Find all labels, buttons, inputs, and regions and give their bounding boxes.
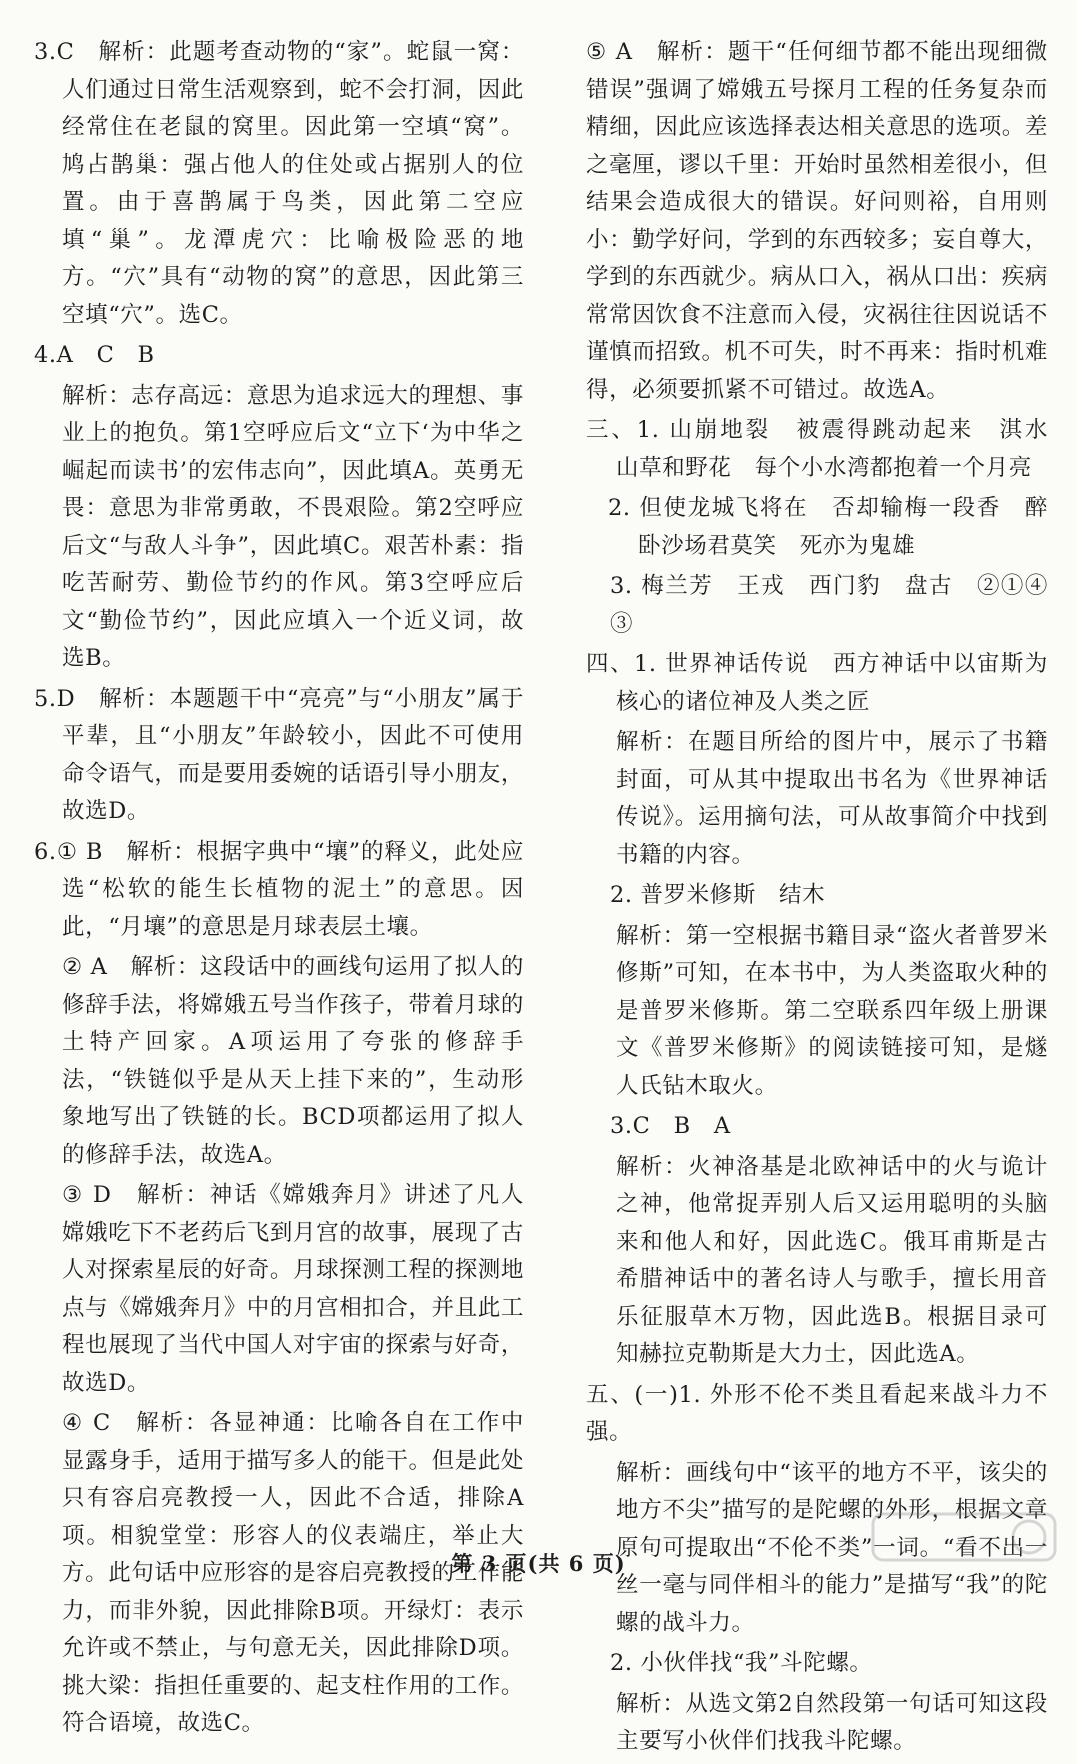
answer-paragraph: 解析：第一空根据书籍目录“盗火者普罗米修斯”可知，在本书中，为人类盗取火种的是普罗米修斯。第二空联系四年级上册课文《普罗米修斯》的阅读链接可知，是燧人氏钻木取火。 <box>616 922 1048 1099</box>
answer-paragraph: ③ D 解析：神话《嫦娥奔月》讲述了凡人嫦娥吃下不老药后飞到月宫的故事，展现了古人对探索星辰的好奇。月球探测工程的探测地点与《嫦娥奔月》中的月宫相扣合，并且此工程也展现了当代中国人对宇宙的探索与好奇，故选D。 <box>62 1182 525 1396</box>
answer-paragraph: 6.① B 解析：根据字典中“壤”的释义，此处应选“松软的能生长植物的泥土”的意思。因此，“月壤”的意思是月球表层土壤。 <box>34 838 524 940</box>
right-column <box>558 34 1072 1764</box>
answer-paragraph: 3. 梅兰芳 王戎 西门豹 盘古 ②①④③ <box>610 573 1048 637</box>
answer-paragraph: ⑤ A 解析：题干“任何细节都不能出现细微错误”强调了嫦娥五号探月工程的任务复杂而精细，因此应该选择表达相关意思的选项。差之毫厘，谬以千里：开始时虽然相差很小，但结果会造成很大的错误。好问则裕，自用则小：勤学好问，学到的东西较多；妄自尊大，学到的东西就少。病从口入，祸从口出：疾病常常因饮食不注意而入侵，灾祸往往因说话不谨慎而招致。机不可失，时不再来：指时机难得，必须要抓紧不可错过。故选A。 <box>586 39 1049 403</box>
answer-paragraph: ④ C 解析：各显神通：比喻各自在工作中显露身手，适用于描写多人的能干。但是此处只有容启亮教授一人，因此不合适，排除A项。相貌堂堂：形容人的仪表端庄，举止大方。此句话中应形容的是容启亮教授的工作能力，而非外貌，因此排除B项。开绿灯：表示允许或不禁止，与句意无关，因此排除D项。挑大梁：指担任重要的、起支柱作用的工作。符合语境，故选C。 <box>62 1410 525 1736</box>
left-column <box>34 34 524 1746</box>
answer-paragraph: 解析：志存高远：意思为追求远大的理想、事业上的抱负。第1空呼应后文“立下‘为中华之崛起而读书’的宏伟志向”，因此填A。英勇无畏：意思为非常勇敢，不畏艰险。第2空呼应后文“与敌人斗争”，因此填C。艰苦朴素：指吃苦耐劳、勤俭节约的作风。第3空呼应后文“勤俭节约”，因此应填入一个近义词，故选B。 <box>62 382 525 671</box>
answer-paragraph: 2. 小伙伴找“我”斗陀螺。 <box>610 1650 873 1676</box>
answer-paragraph: 3.C B A <box>610 1113 731 1139</box>
answer-paragraph: 5.D 解析：本题题干中“亮亮”与“小朋友”属于平辈，且“小朋友”年龄较小，因此不可使用命令语气，而是要用委婉的话语引导小朋友，故选D。 <box>34 685 525 824</box>
answer-paragraph: 三、1. 山崩地裂 被震得跳动起来 淇水 山草和野花 每个小水湾都抱着一个月亮 <box>586 417 1072 481</box>
page-number: 第 3 页(共 6 页) <box>451 1551 626 1576</box>
answer-paragraph: 五、(一)1. 外形不伦不类且看起来战斗力不强。 <box>586 1381 1048 1445</box>
answer-paragraph: 四、1. 世界神话传说 西方神话中以宙斯为核心的诸位神及人类之匠 <box>586 651 1048 715</box>
watermark-logo <box>869 1510 1059 1592</box>
answer-paragraph: 解析：在题目所给的图片中，展示了书籍封面，可从其中提取出书名为《世界神话传说》。运用摘句法，可从故事简介中找到书籍的内容。 <box>616 729 1048 868</box>
answer-paragraph: 3.C 解析：此题考查动物的“家”。蛇鼠一窝：人们通过日常生活观察到，蛇不会打洞，因此经常住在老鼠的窝里。因此第一空填“窝”。鸠占鹊巢：强占他人的住处或占据别人的位置。由于喜鹊属于鸟类，因此第二空应填“巢”。龙潭虎穴：比喻极险恶的地方。“穴”具有“动物的窝”的意思，因此第三空填“穴”。选C。 <box>34 39 525 328</box>
answer-paragraph: 解析：画线句中“该平的地方不平，该尖的地方不尖”描写的是陀螺的外形，根据文章原句可提取出“不伦不类”一词。“看不出一丝一毫与同伴相斗的能力”是描写“我”的陀螺的战斗力。 <box>616 1459 1048 1636</box>
answer-paragraph: 2. 但使龙城飞将在 否却输梅一段香 醉卧沙场君莫笑 死亦为鬼雄 <box>608 495 1048 559</box>
answer-paragraph: ② A 解析：这段话中的画线句运用了拟人的修辞手法，将嫦娥五号当作孩子，带着月球的土特产回家。A项运用了夸张的修辞手法，“铁链似乎是从天上挂下来的”，生动形象地写出了铁链的长。BCD项都运用了拟人的修辞手法，故选A。 <box>62 954 525 1168</box>
answer-paragraph: 解析：从选文第2自然段第一句话可知这段主要写小伙伴们找我斗陀螺。 <box>616 1690 1048 1754</box>
answer-paragraph: 2. 普罗米修斯 结木 <box>610 882 826 908</box>
answer-paragraph: 解析：火神洛基是北欧神话中的火与诡计之神，他常捉弄别人后又运用聪明的头脑来和他人和好，因此选C。俄耳甫斯是古希腊神话中的著名诗人与歌手，擅长用音乐征服草木万物，因此选B。根据目录可知赫拉克勒斯是大力士，因此选A。 <box>616 1153 1048 1367</box>
answer-paragraph: 4.A C B <box>34 342 155 368</box>
